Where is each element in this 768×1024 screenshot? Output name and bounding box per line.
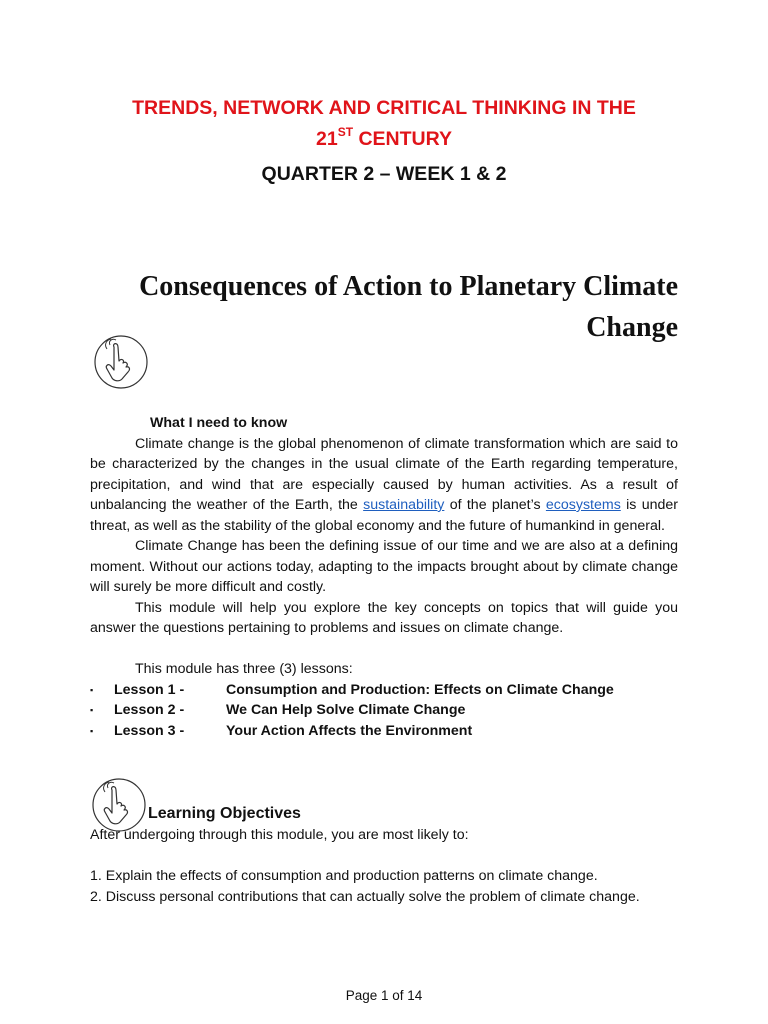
climate-change-paragraph-2: Climate Change has been the defining issue of our time and we are also at a defining moment. Without our actions today, adapting to the impacts brought about by climate change will surely be more difficult and costly. [90,538,678,595]
quarter-subtitle: QUARTER 2 – WEEK 1 & 2 [261,163,507,185]
objective-item: 1. Explain the effects of consumption and production patterns on climate change. [90,868,598,884]
page-number: Page 1 of 14 [345,988,423,1003]
bullet-icon: ▪ [90,705,94,715]
lesson-number: Lesson 1 - [114,681,185,698]
lesson-number: Lesson 2 - [114,702,185,718]
main-heading: Consequences of Action to Planetary Climate Change [139,271,678,343]
paragraph-text: is under threat, as well as the stability of the global economy and the future of humankind in general. [90,497,678,534]
paragraph-text: Climate change is the global phenomenon of climate transformation which are said to be characterized by the changes in the usual climate of the Earth regarding temperature, precipitation, and wind that are especially caused by human activities. As a result of unbalancing the weather of the Earth, the [90,435,678,513]
lesson-title: Consumption and Production: Effects on Climate Change [226,681,614,698]
module-purpose-paragraph: This module will help you explore the key concepts on topics that will guide you answer the questions pertaining to problems and issues on climate change. [90,599,678,636]
bullet-icon: ▪ [90,684,94,695]
document-header [0,93,768,187]
sustainability-link[interactable]: sustainability [363,497,445,513]
spacer [90,639,678,660]
objective-item: 2. Discuss personal contributions that can actually solve the problem of climate change. [90,888,640,905]
lesson-item [90,680,678,701]
document-title-line-1: TRENDS, NETWORK AND CRITICAL THINKING IN THE [132,97,636,119]
climate-change-paragraph-1 [90,434,678,537]
what-i-need-to-know-heading: What I need to know [150,415,288,431]
lesson-title: Your Action Affects the Environment [226,722,473,739]
bullet-icon: ▪ [90,725,94,736]
objectives-intro: After undergoing through this module, you are most likely to: [90,827,469,843]
title-century-word: CENTURY [353,128,452,150]
learning-objectives [90,825,690,907]
lesson-list [90,680,678,742]
lesson-item [90,721,678,742]
lesson-title: We Can Help Solve Climate Change [226,702,466,718]
lesson-number: Lesson 3 - [114,722,185,739]
title-superscript: ST [337,124,354,139]
hand-pointer-icon [92,333,150,391]
ecosystems-link[interactable]: ecosystems [545,497,621,513]
spacer [90,846,690,867]
learning-objectives-heading: Learning Objectives [148,805,301,822]
paragraph-text: of the planet’s [444,497,546,513]
document-title-line-2 [0,124,768,155]
main-content [90,413,678,741]
lessons-intro: This module has three (3) lessons: [135,661,353,677]
lesson-item [90,700,678,721]
title-century-number: 21 [316,128,338,150]
